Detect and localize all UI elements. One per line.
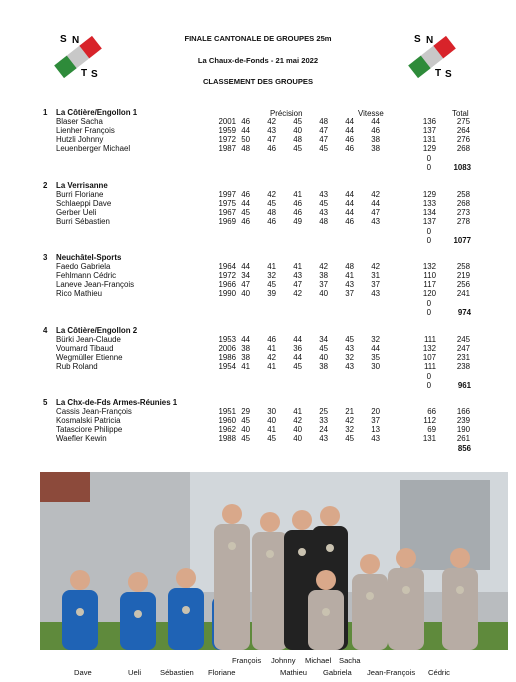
shot-score: 41 [267, 262, 276, 272]
shot-score: 43 [371, 434, 380, 444]
medal-icon [182, 606, 190, 614]
shot-score: 45 [293, 144, 302, 154]
shot-score: 36 [293, 344, 302, 354]
shot-score: 41 [267, 344, 276, 354]
shot-score: 46 [371, 126, 380, 136]
shot-score: 47 [241, 280, 250, 290]
shooter-name: Rico Mathieu [56, 289, 103, 299]
shooter-year: 2001 [218, 117, 236, 127]
shooter-year: 1972 [218, 135, 236, 145]
shot-score: 47 [267, 135, 276, 145]
medal-icon [228, 542, 236, 550]
logo-letter-s: S [60, 34, 67, 45]
shot-score: 20 [371, 407, 380, 417]
shooter-name: Burri Floriane [56, 190, 104, 200]
shot-score: 43 [319, 190, 328, 200]
person-head [260, 512, 280, 532]
logo-letter-t: T [435, 68, 442, 79]
shooter-total: 239 [456, 416, 470, 426]
shot-score: 47 [371, 208, 380, 218]
shot-score: 21 [345, 407, 354, 417]
caption-bottom-8: Cédric [428, 668, 450, 677]
shooter-name: Blaser Sacha [56, 117, 103, 127]
shooter-year: 1964 [218, 262, 236, 272]
empty-row-zero: 0 [426, 226, 431, 236]
empty-row-zero: 0 [426, 235, 431, 245]
shot-score: 43 [371, 289, 380, 299]
shooter-name: Rub Roland [56, 362, 98, 372]
series-sum: 111 [424, 335, 436, 345]
shooter-total: 273 [456, 208, 470, 218]
shot-score: 43 [319, 208, 328, 218]
shot-score: 29 [241, 407, 250, 417]
shot-score: 44 [293, 335, 302, 345]
shot-score: 46 [241, 190, 250, 200]
shot-score: 33 [319, 416, 328, 426]
caption-bottom-6: Gabriela [323, 668, 352, 677]
group-total: 1077 [453, 235, 471, 245]
shooter-year: 1988 [218, 434, 236, 444]
group-rank: 5 [43, 398, 48, 407]
shot-score: 41 [267, 362, 276, 372]
shot-score: 43 [345, 280, 354, 290]
caption-bottom-5: Mathieu [280, 668, 308, 677]
series-sum: 69 [427, 425, 436, 435]
logo-letter-t: T [81, 68, 88, 79]
shot-score: 45 [345, 434, 354, 444]
shot-score: 13 [371, 425, 380, 435]
shooter-total: 268 [456, 199, 470, 209]
shot-score: 45 [267, 199, 276, 209]
medal-icon [402, 586, 410, 594]
shot-score: 40 [319, 353, 328, 363]
caption-top-4: Sacha [339, 656, 361, 665]
shot-score: 45 [319, 344, 328, 354]
shooter-total: 258 [456, 262, 470, 272]
shooter-year: 1953 [218, 335, 236, 345]
series-sum: 137 [422, 126, 436, 136]
shot-score: 40 [241, 425, 250, 435]
shooter-total: 268 [456, 144, 470, 154]
shot-score: 49 [293, 217, 302, 227]
person-head [128, 572, 148, 592]
person-head [176, 568, 196, 588]
shot-score: 44 [371, 117, 380, 127]
person-body [308, 590, 344, 650]
shot-score: 47 [293, 280, 302, 290]
shooter-year: 1990 [218, 289, 236, 299]
shot-score: 45 [293, 362, 302, 372]
empty-row-zero: 0 [426, 380, 431, 390]
shooter-year: 1959 [218, 126, 236, 136]
shooter-total: 258 [456, 190, 470, 200]
shot-score: 48 [267, 208, 276, 218]
column-header-precision: Précision [270, 109, 303, 118]
shooter-name: Cassis Jean-François [56, 407, 132, 417]
shot-score: 38 [241, 344, 250, 354]
shot-score: 24 [319, 425, 328, 435]
shooter-name: Laneve Jean-François [56, 280, 135, 290]
shot-score: 46 [293, 199, 302, 209]
group-rank: 3 [43, 253, 48, 262]
shot-score: 44 [345, 208, 354, 218]
series-sum: 117 [423, 280, 436, 290]
group-name: La Côtière/Engollon 1 [56, 108, 138, 117]
shot-score: 45 [241, 208, 250, 218]
shot-score: 48 [293, 135, 302, 145]
shot-score: 45 [241, 416, 250, 426]
person-body [168, 588, 204, 650]
series-sum: 134 [422, 208, 436, 218]
shot-score: 44 [241, 126, 250, 136]
shooter-total: 241 [456, 289, 470, 299]
shot-score: 45 [293, 117, 302, 127]
person-body [120, 592, 156, 650]
shot-score: 39 [267, 289, 276, 299]
shot-score: 40 [319, 289, 328, 299]
shot-score: 45 [267, 434, 276, 444]
shot-score: 46 [345, 135, 354, 145]
medal-icon [76, 608, 84, 616]
shot-score: 35 [371, 353, 380, 363]
group-total: 974 [457, 307, 471, 317]
shot-score: 44 [345, 199, 354, 209]
shot-score: 46 [293, 208, 302, 218]
shot-score: 41 [241, 362, 250, 372]
shot-score: 43 [371, 217, 380, 227]
shot-score: 25 [319, 407, 328, 417]
person-body [442, 568, 478, 650]
shot-score: 46 [267, 144, 276, 154]
shooter-total: 219 [456, 271, 470, 281]
shot-score: 37 [371, 416, 380, 426]
shooter-year: 1967 [218, 208, 236, 218]
person-head [292, 510, 312, 530]
shot-score: 40 [293, 425, 302, 435]
shot-score: 41 [267, 425, 276, 435]
shot-score: 42 [319, 262, 328, 272]
shot-score: 40 [293, 126, 302, 136]
shot-score: 43 [319, 434, 328, 444]
shot-score: 34 [241, 271, 250, 281]
ranking-heading: CLASSEMENT DES GROUPES [202, 77, 314, 86]
shooter-year: 2006 [218, 344, 236, 354]
shot-score: 42 [345, 416, 354, 426]
series-sum: 110 [423, 271, 436, 281]
empty-row-zero: 0 [426, 307, 431, 317]
shot-score: 37 [319, 280, 328, 290]
person-body [388, 568, 424, 650]
shooter-name: Waefler Kewin [56, 434, 107, 444]
group-name: Neuchâtel-Sports [56, 253, 122, 262]
person-head [396, 548, 416, 568]
empty-row-zero: 0 [426, 162, 431, 172]
series-sum: 133 [422, 199, 436, 209]
shot-score: 40 [241, 289, 250, 299]
caption-bottom-4: Floriane [208, 668, 236, 677]
logo-letter-s2: S [445, 69, 452, 80]
shot-score: 40 [293, 434, 302, 444]
medal-icon [366, 592, 374, 600]
shot-score: 46 [345, 144, 354, 154]
person-head [320, 506, 340, 526]
shooter-year: 1960 [218, 416, 236, 426]
shot-score: 42 [293, 416, 302, 426]
shooter-year: 1969 [218, 217, 236, 227]
group-name: La Chx-de-Fds Armes-Réunies 1 [56, 398, 178, 407]
shot-score: 43 [345, 362, 354, 372]
shot-score: 38 [241, 353, 250, 363]
shooter-name: Leuenberger Michael [56, 144, 131, 154]
person-head [222, 504, 242, 524]
event-location-date: La Chaux-de-Fonds - 21 mai 2022 [197, 56, 319, 65]
shot-score: 44 [371, 199, 380, 209]
person-body [252, 532, 288, 650]
shot-score: 42 [371, 190, 380, 200]
logo-letter-n: N [426, 35, 434, 46]
shooter-name: Bürki Jean-Claude [56, 335, 121, 345]
shooter-name: Lienher François [56, 126, 115, 136]
shot-score: 45 [345, 335, 354, 345]
shooter-name: Gerber Ueli [56, 208, 97, 218]
shot-score: 32 [267, 271, 276, 281]
logo-letter-s: S [414, 34, 421, 45]
shot-score: 48 [319, 117, 328, 127]
shot-score: 48 [319, 217, 328, 227]
shooter-total: 245 [456, 335, 470, 345]
shooter-total: 256 [456, 280, 470, 290]
shot-score: 50 [241, 135, 250, 145]
shooter-name: Hutzli Johnny [56, 135, 104, 145]
series-sum: 131 [422, 135, 436, 145]
column-header-vitesse: Vitesse [358, 109, 384, 118]
shooter-total: 278 [456, 217, 470, 227]
person-head [316, 570, 336, 590]
document-title: FINALE CANTONALE DE GROUPES 25m [184, 34, 332, 43]
shot-score: 32 [345, 353, 354, 363]
shot-score: 44 [241, 335, 250, 345]
logo-letter-s2: S [91, 69, 98, 80]
shooter-year: 1975 [218, 199, 236, 209]
medal-icon [298, 548, 306, 556]
caption-bottom-7: Jean-François [367, 668, 416, 677]
series-sum: 112 [423, 416, 436, 426]
medal-icon [322, 608, 330, 616]
shot-score: 34 [319, 335, 328, 345]
shot-score: 42 [293, 289, 302, 299]
series-sum: 107 [422, 353, 436, 363]
person-body [352, 574, 388, 650]
shot-score: 46 [241, 117, 250, 127]
series-sum: 132 [422, 344, 436, 354]
shot-score: 44 [371, 344, 380, 354]
shooter-name: Fehlmann Cédric [56, 271, 117, 281]
shot-score: 30 [371, 362, 380, 372]
shot-score: 42 [267, 353, 276, 363]
shooter-year: 1966 [218, 280, 236, 290]
series-sum: 137 [422, 217, 436, 227]
caption-bottom-2: Ueli [128, 668, 142, 677]
shot-score: 48 [241, 144, 250, 154]
shot-score: 46 [267, 335, 276, 345]
series-sum: 136 [422, 117, 436, 127]
shot-score: 45 [267, 280, 276, 290]
group-rank: 2 [43, 181, 48, 190]
shooter-year: 1962 [218, 425, 236, 435]
shooter-total: 231 [456, 353, 470, 363]
shot-score: 44 [293, 353, 302, 363]
shot-score: 41 [293, 262, 302, 272]
shot-score: 41 [293, 190, 302, 200]
shooter-name: Wegmüller Etienne [56, 353, 123, 363]
shooter-name: Kosmalski Patricia [56, 416, 121, 426]
empty-row-zero: 0 [426, 371, 431, 381]
person-head [450, 548, 470, 568]
shot-score: 41 [293, 407, 302, 417]
shot-score: 43 [293, 271, 302, 281]
shot-score: 46 [267, 217, 276, 227]
group-rank: 4 [43, 326, 48, 335]
empty-row-zero: 0 [426, 153, 431, 163]
shot-score: 45 [319, 199, 328, 209]
series-sum: 66 [427, 407, 436, 417]
shot-score: 41 [345, 271, 354, 281]
shot-score: 43 [345, 344, 354, 354]
shooter-name: Burri Sébastien [56, 217, 110, 227]
medal-icon [266, 550, 274, 558]
series-sum: 129 [422, 144, 436, 154]
shot-score: 44 [241, 262, 250, 272]
person-body [62, 590, 98, 650]
shot-score: 30 [267, 407, 276, 417]
shooter-total: 247 [456, 344, 470, 354]
shot-score: 38 [319, 362, 328, 372]
shot-score: 47 [319, 126, 328, 136]
series-sum: 120 [422, 289, 436, 299]
group-total: 961 [457, 380, 471, 390]
shot-score: 46 [345, 217, 354, 227]
shooter-year: 1986 [218, 353, 236, 363]
shot-score: 40 [267, 416, 276, 426]
medal-icon [326, 544, 334, 552]
shooter-name: Voumard Tibaud [56, 344, 114, 354]
shooter-total: 264 [456, 126, 470, 136]
caption-top-2: Johnny [271, 656, 296, 665]
shooter-name: Tatasciore Philippe [56, 425, 123, 435]
shot-score: 47 [319, 135, 328, 145]
medal-icon [456, 586, 464, 594]
shot-score: 38 [319, 271, 328, 281]
shooter-total: 166 [456, 407, 470, 417]
shot-score: 31 [371, 271, 380, 281]
shooter-total: 275 [456, 117, 470, 127]
shooter-total: 238 [456, 362, 470, 372]
shot-score: 38 [371, 144, 380, 154]
shot-score: 37 [371, 280, 380, 290]
shooter-year: 1997 [218, 190, 236, 200]
shot-score: 42 [267, 117, 276, 127]
shooter-year: 1951 [218, 407, 236, 417]
empty-row-zero: 0 [426, 298, 431, 308]
caption-bottom-3: Sébastien [160, 668, 194, 677]
shooter-total: 190 [456, 425, 470, 435]
series-sum: 111 [424, 362, 436, 372]
person-head [360, 554, 380, 574]
shooter-total: 276 [456, 135, 470, 145]
shooter-name: Schlaeppi Dave [56, 199, 112, 209]
medal-icon [134, 610, 142, 618]
shot-score: 44 [345, 126, 354, 136]
shot-score: 42 [267, 190, 276, 200]
shooter-name: Faedo Gabriela [56, 262, 111, 272]
shot-score: 44 [345, 190, 354, 200]
shooter-year: 1987 [218, 144, 236, 154]
shot-score: 44 [345, 117, 354, 127]
group-total: 1083 [453, 162, 471, 172]
shot-score: 43 [267, 126, 276, 136]
person-head [70, 570, 90, 590]
shot-score: 37 [345, 289, 354, 299]
shot-score: 32 [345, 425, 354, 435]
caption-top-1: François [232, 656, 262, 665]
shot-score: 42 [371, 262, 380, 272]
series-sum: 132 [422, 262, 436, 272]
shot-score: 38 [371, 135, 380, 145]
shot-score: 46 [241, 217, 250, 227]
group-rank: 1 [43, 108, 48, 117]
logo-letter-n: N [72, 35, 80, 46]
series-sum: 129 [422, 190, 436, 200]
shot-score: 48 [345, 262, 354, 272]
shooter-year: 1954 [218, 362, 236, 372]
column-header-total: Total [452, 109, 469, 118]
group-name: La Côtière/Engollon 2 [56, 326, 138, 335]
group-name: La Verrisanne [56, 181, 108, 190]
team-photo [40, 472, 508, 650]
shooter-year: 1972 [218, 271, 236, 281]
shot-score: 32 [371, 335, 380, 345]
shot-score: 45 [319, 144, 328, 154]
group-total: 856 [457, 443, 471, 453]
shot-score: 44 [241, 199, 250, 209]
caption-bottom-1: Dave [74, 668, 92, 677]
series-sum: 131 [422, 434, 436, 444]
shot-score: 45 [241, 434, 250, 444]
caption-top-3: Michael [305, 656, 332, 665]
shooter-total: 261 [456, 434, 470, 444]
